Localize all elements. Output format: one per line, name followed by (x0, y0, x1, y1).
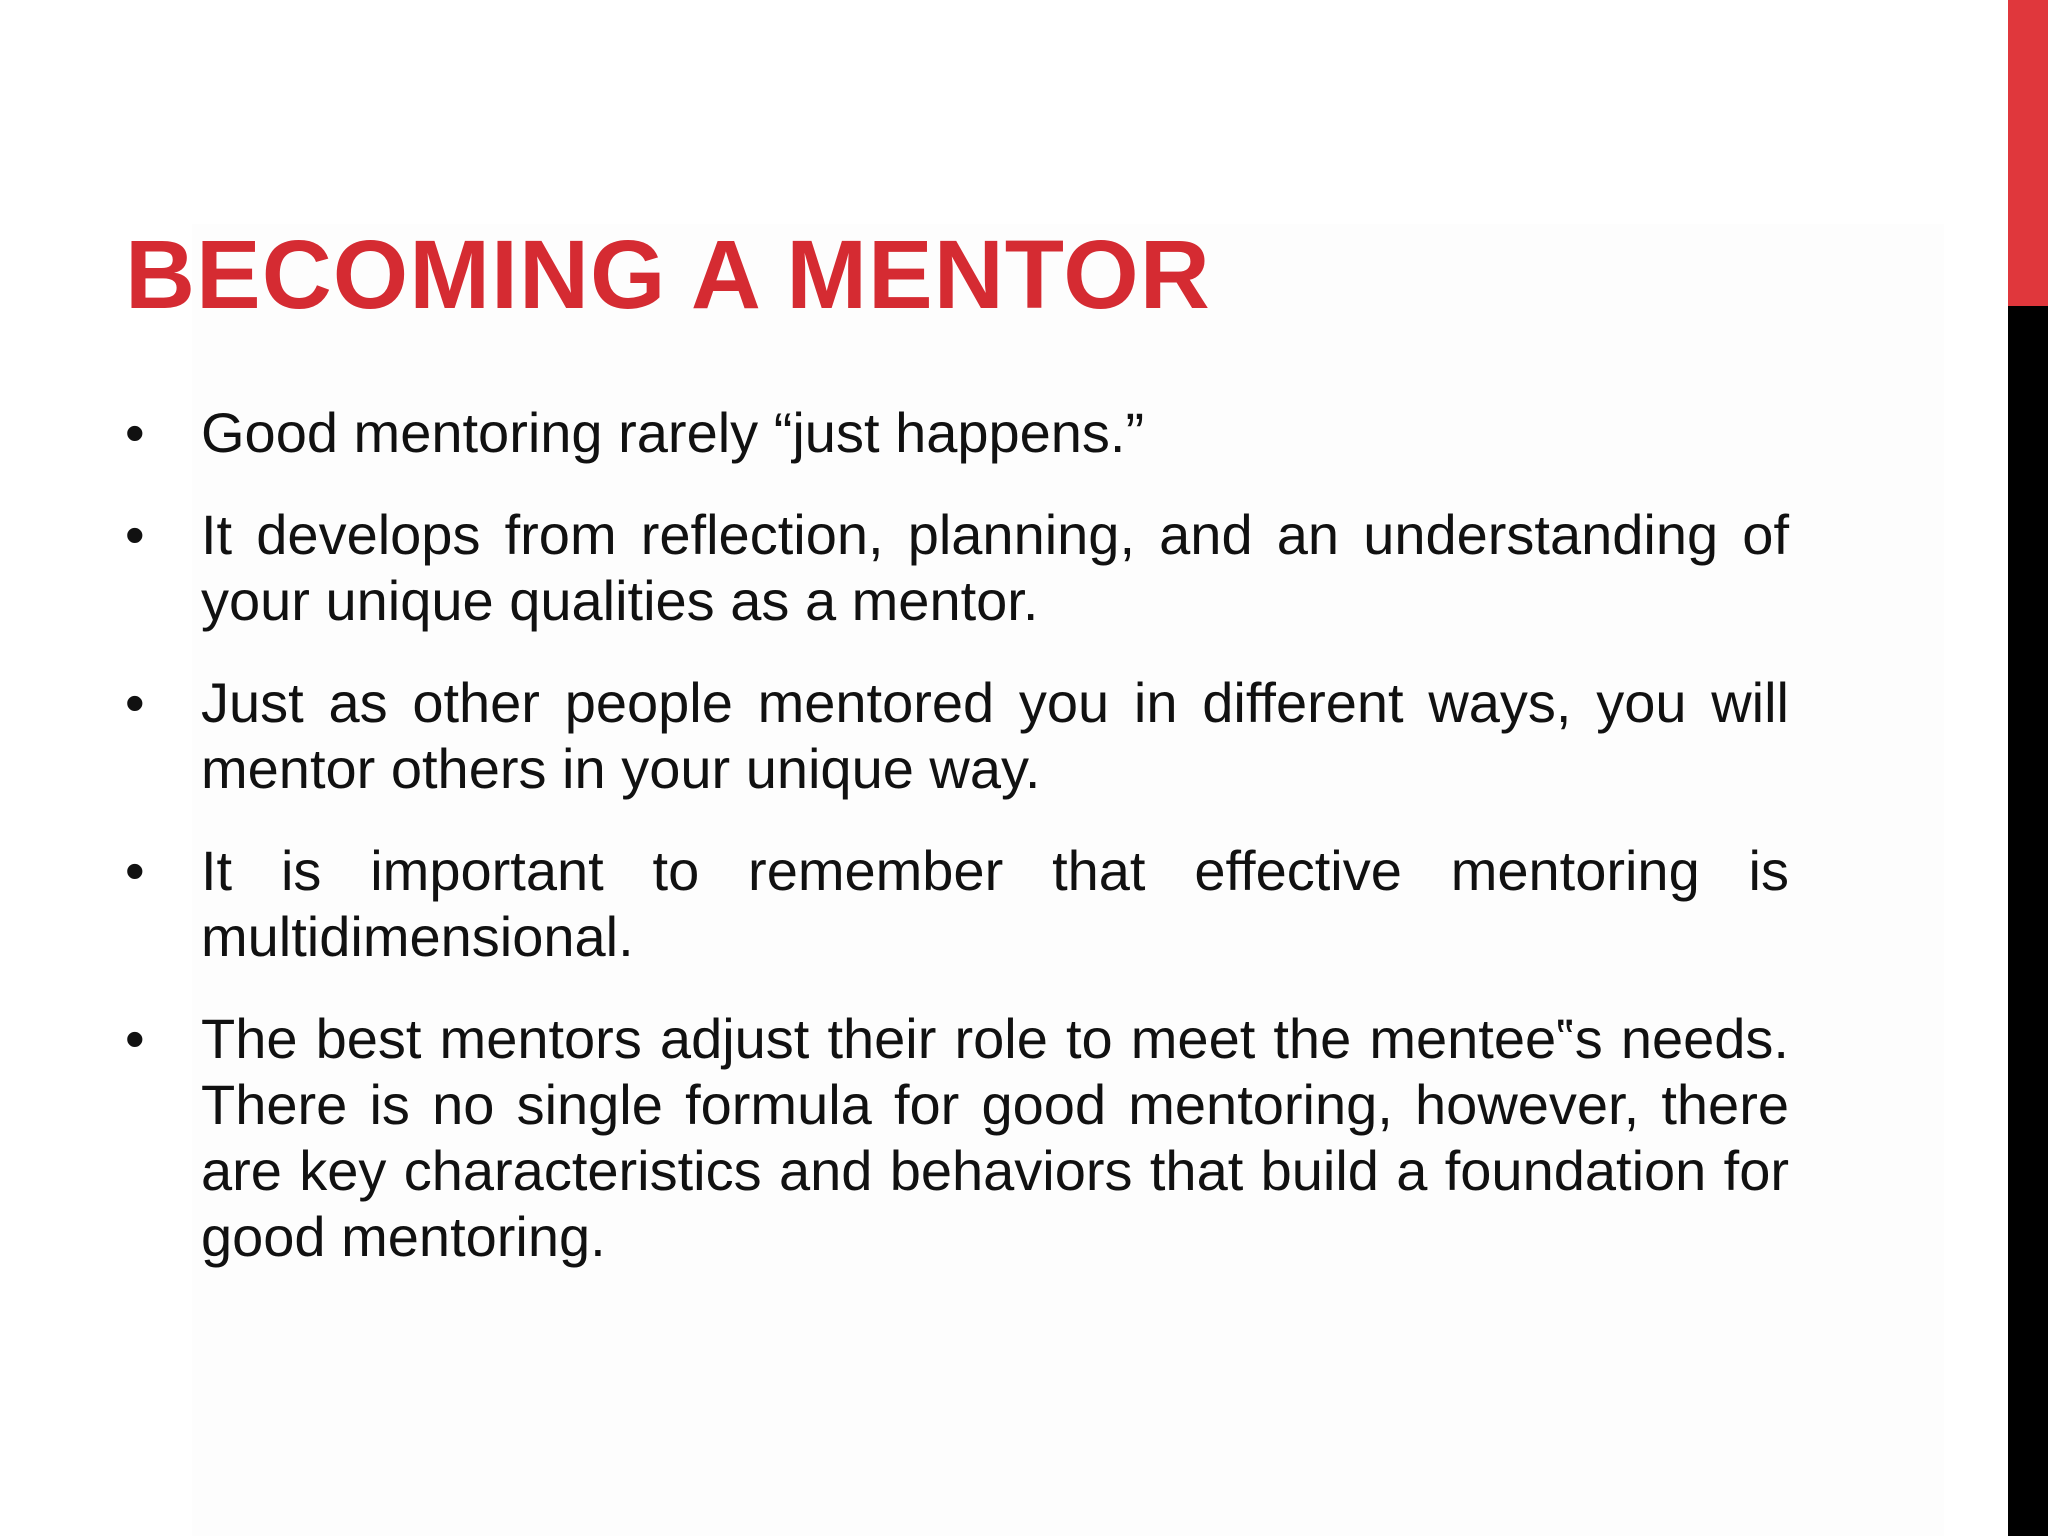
bullet-icon: • (125, 1007, 145, 1070)
bullet-text: Good mentoring rarely “just happens.” (201, 401, 1145, 464)
bullet-text: The best mentors adjust their role to meet the mentee‟s needs. There is no single formula for good mentoring, however, there are key characteristics and behaviors that build a foundation for good mentoring. (201, 1007, 1789, 1268)
accent-bar-red (2008, 0, 2048, 306)
bullet-item (125, 1006, 1789, 1270)
bullet-text: Just as other people mentored you in different ways, you will mentor others in your unique way. (201, 671, 1789, 800)
bullet-icon: • (125, 503, 145, 566)
bullet-icon: • (125, 671, 145, 734)
bullet-item (125, 400, 1789, 466)
bullet-text: It is important to remember that effective mentoring is multidimensional. (201, 839, 1789, 968)
bullet-icon: • (125, 401, 145, 464)
bullet-text: It develops from reflection, planning, and an understanding of your unique qualities as a mentor. (201, 503, 1789, 632)
bullet-icon: • (125, 839, 145, 902)
slide-title: BECOMING A MENTOR (125, 220, 1211, 329)
accent-bar-black (2008, 306, 2048, 1536)
bullet-list (125, 400, 1789, 1306)
bullet-item (125, 670, 1789, 802)
bullet-item (125, 502, 1789, 634)
bullet-item (125, 838, 1789, 970)
